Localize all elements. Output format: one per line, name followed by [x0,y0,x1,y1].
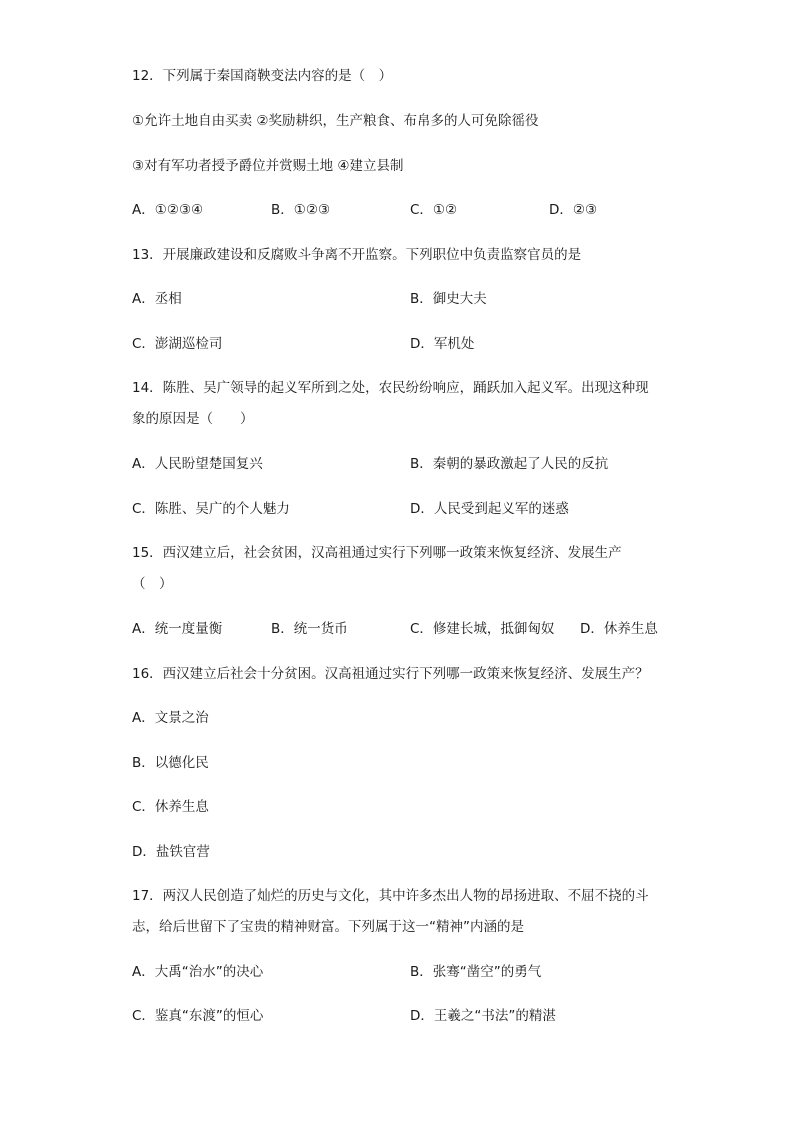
option-d[interactable]: D．盐铁官营 [132,844,210,860]
option-a[interactable]: A．大禹“治水”的决心 [132,964,264,980]
question-stem: 17．两汉人民创造了灿烂的历史与文化，其中许多杰出人物的昂扬进取、不屈不挠的斗 [132,888,649,904]
question-stem: （ ） [132,576,173,592]
option-b[interactable]: B．统一货币 [271,621,348,637]
option-b[interactable]: B．张骞“凿空”的勇气 [410,964,542,980]
option-c[interactable]: C．鉴真“东渡”的恒心 [132,1008,264,1024]
option-a[interactable]: A．丞相 [132,291,182,307]
question-stem: 15．西汉建立后，社会贫困，汉高祖通过实行下列哪一政策来恢复经济、发展生产 [132,545,622,561]
question-stem: 象的原因是（ ） [132,411,254,427]
option-a[interactable]: A．文景之治 [132,710,209,726]
option-c[interactable]: C．休养生息 [132,799,209,815]
option-d[interactable]: D．②③ [549,202,598,218]
question-stem: 14．陈胜、吴广领导的起义军所到之处，农民纷纷响应，踊跃加入起义军。出现这种现 [132,380,649,396]
question-stem: 16．西汉建立后社会十分贫困。汉高祖通过实行下列哪一政策来恢复经济、发展生产？ [132,666,649,682]
option-a[interactable]: A．①②③④ [132,202,204,218]
option-b[interactable]: B．御史大夫 [410,291,487,307]
statement-line: ③对有军功者授予爵位并赏赐土地 ④建立县制 [132,158,404,174]
option-b[interactable]: B．秦朝的暴政激起了人民的反抗 [410,456,609,472]
option-b[interactable]: B．以德化民 [132,755,209,771]
option-c[interactable]: C．陈胜、吴广的个人魅力 [132,501,290,517]
question-stem: 12．下列属于秦国商鞅变法内容的是（ ） [132,68,393,84]
question-stem: 志，给后世留下了宝贵的精神财富。下列属于这一“精神”内涵的是 [132,919,524,935]
option-c[interactable]: C．修建长城，抵御匈奴 [410,621,555,637]
question-stem: 13．开展廉政建设和反腐败斗争离不开监察。下列职位中负责监察官员的是 [132,247,582,263]
option-d[interactable]: D．人民受到起义军的迷惑 [410,501,569,517]
option-c[interactable]: C．①② [410,202,458,218]
option-d[interactable]: D．军机处 [410,336,475,352]
option-d[interactable]: D．王羲之“书法”的精湛 [410,1008,556,1024]
option-a[interactable]: A．人民盼望楚国复兴 [132,456,263,472]
option-d[interactable]: D．休养生息 [580,621,658,637]
option-a[interactable]: A．统一度量衡 [132,621,223,637]
option-b[interactable]: B．①②③ [271,202,331,218]
option-c[interactable]: C．澎湖巡检司 [132,336,223,352]
statement-line: ①允许土地自由买卖 ②奖励耕织，生产粮食、布帛多的人可免除徭役 [132,113,539,129]
